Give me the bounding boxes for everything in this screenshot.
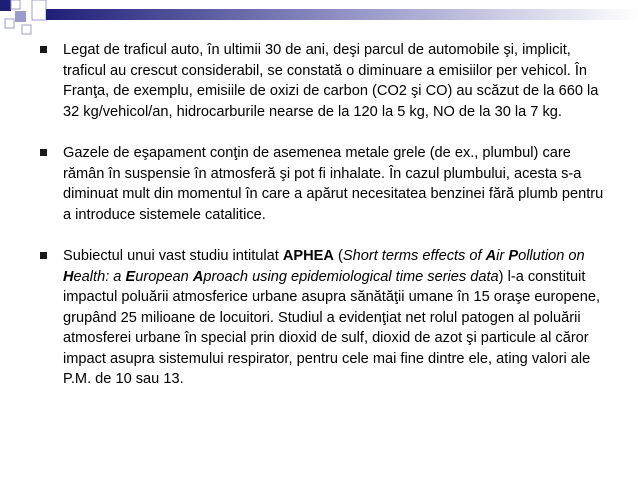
square-bullet-icon xyxy=(40,149,47,156)
text-run-italic: ir xyxy=(496,248,509,264)
list-item xyxy=(40,143,608,225)
acronym-letter: A xyxy=(192,268,204,285)
text-run: Subiectul unui vast studiu intitulat xyxy=(63,248,283,264)
slide-content xyxy=(40,40,608,411)
acronym-letter: H xyxy=(63,268,74,285)
paragraph-heavy-metals: Gazele de eşapament conţin de asemenea metale grele (de ex., plumbul) care rămân în suspensie în atmosferă şi pot fi inhalate. În cazul plumbului, acesta s-a diminuat mult din momentul în care a apărut necesitatea benzinei fără plumb pentru a introduce sistemele catalitice. xyxy=(63,145,604,223)
text-run-italic: ealth: a xyxy=(73,268,126,285)
text-run-italic: uropean xyxy=(135,268,193,285)
text-run: ) l-a constituit impactul poluării atmosferice urbane asupra sănătăţii umane în 15 oraşe europene, grupând 25 milioane de locuitori. Studiul a evidenţiat net rolul patogen al poluării atmosferei urbane în special prin dioxid de sulf, dioxid de azot şi particule al căror impact asupra sistemului respirator, pentru cele mai fine dintre ele, ating valori ale P.M. de 10 sau 13. xyxy=(63,268,601,387)
text-run-italic: ollution on xyxy=(518,248,585,264)
square-bullet-icon xyxy=(40,252,47,259)
square-bullet-icon xyxy=(40,46,47,53)
paragraph-traffic-emissions: Legat de traficul auto, în ultimii 30 de ani, deşi parcul de automobile şi, implicit, traficul au crescut considerabil, se constată o diminuare a emisiilor per vehicol. În Franţa, de exemplu, emisiile de oxizi de carbon (CO2 şi CO) au scăzut de la 660 la 32 kg/vehicol/an, hidrocarburile nearse de la 120 la 5 kg, NO de la 30 la 7 kg. xyxy=(63,42,599,120)
acronym-letter: A xyxy=(485,248,497,264)
acronym-letter: E xyxy=(125,268,136,285)
paragraph-aphea-study xyxy=(63,246,608,390)
aphea-acronym: APHEA xyxy=(282,248,334,264)
header-decoration xyxy=(0,0,638,40)
acronym-letter: P xyxy=(508,248,519,264)
text-run-italic: proach using epidemiological time series data xyxy=(203,268,499,285)
list-item xyxy=(40,246,608,390)
text-run-italic: Short terms effects of xyxy=(342,248,486,264)
text-run: ( xyxy=(333,248,343,264)
list-item xyxy=(40,40,608,122)
